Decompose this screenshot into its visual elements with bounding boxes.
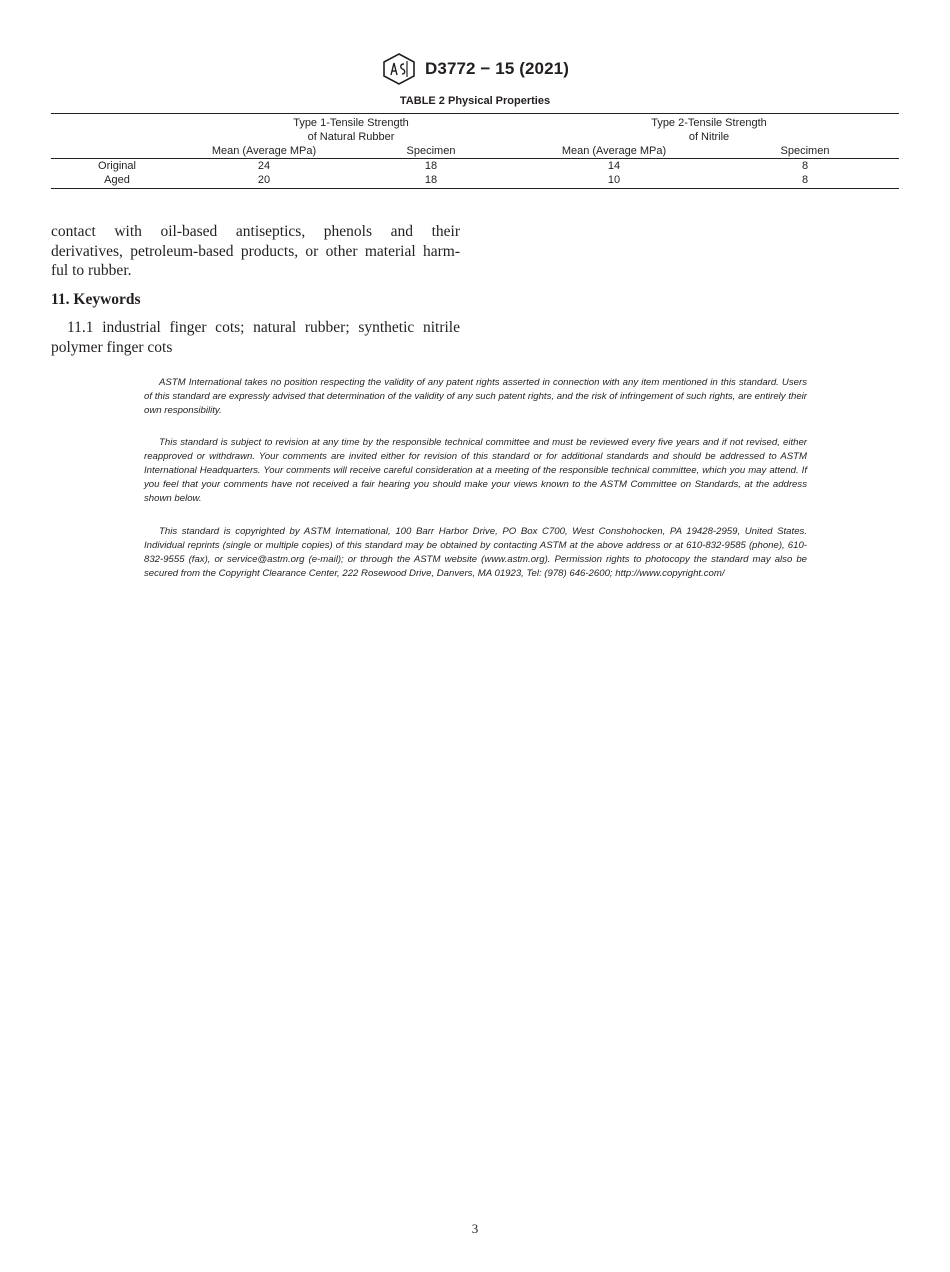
group-header-type2-line2: of Nitrile (688, 131, 730, 143)
text-line: contact with oil-based antiseptics, phenols and their (51, 223, 460, 240)
page-header (0, 52, 950, 86)
table-title: TABLE 2 Physical Properties (399, 95, 551, 107)
group-header-type2-line1: Type 2-Tensile Strength (651, 117, 767, 129)
text-line: 11.1 industrial finger cots; natural rubber; synthetic nitrile (67, 319, 460, 336)
column-header: Mean (Average MPa) (561, 145, 667, 157)
physical-properties-table (51, 113, 899, 189)
table-cell: Original (98, 160, 136, 172)
table-column-header-row (51, 144, 899, 158)
column-header: Mean (Average MPa) (211, 145, 317, 157)
table-cell: 24 (257, 160, 271, 172)
group-header-type1-line2: of Natural Rubber (307, 131, 395, 143)
text-line: ful to rubber. (51, 262, 132, 279)
section-heading-keywords: 11. Keywords (51, 291, 141, 308)
table-cell: 20 (257, 174, 271, 186)
notice-text: This standard is subject to revision at any time by the responsible technical committee and must be reviewed every five years and if not revised, either reapproved or withdrawn. Your comments are invited either for revision of this standard or for additional standards and should be addressed to ASTM International Headquarters. Your comments will receive careful consideration at a meeting of the responsible technical committee, which you may attend. If you feel that your comments have not received a fair hearing you should make your views known to the ASTM Committee on Standards, at the address shown below. (144, 437, 807, 504)
copyright-notice (144, 525, 807, 581)
table-bottom-rule (51, 188, 899, 189)
table-top-rule (51, 113, 899, 114)
continuation-paragraph (51, 222, 460, 281)
astm-logo-icon (381, 53, 417, 85)
keywords-paragraph (51, 318, 460, 357)
table-cell: 14 (607, 160, 621, 172)
table-cell: Aged (104, 174, 130, 186)
table-cell: 18 (424, 174, 438, 186)
column-header: Specimen (406, 145, 456, 157)
group-header-type1-line1: Type 1-Tensile Strength (293, 117, 409, 129)
revision-notice (144, 436, 807, 506)
table-row (51, 173, 899, 187)
column-header: Specimen (780, 145, 830, 157)
notice-text: This standard is copyrighted by ASTM International, 100 Barr Harbor Drive, PO Box C700, West Conshohocken, PA 19428-2959, United States. Individual reprints (single or multiple copies) of this standard may be obtained by contacting ASTM at the above address or at 610-832-9585 (phone), 610-832-9555 (fax), or service@astm.org (e-mail); or through the ASTM website (www.astm.org). Permission rights to photocopy the standard may also be secured from the Copyright Clearance Center, 222 Rosewood Drive, Danvers, MA 01923, Tel: (978) 646-2600; http://www.copyright.com/ (144, 526, 807, 579)
table-cell: 10 (607, 174, 621, 186)
table-cell: 18 (424, 160, 438, 172)
document-designation: D3772 − 15 (2021) (425, 59, 569, 78)
page-number: 3 (471, 1221, 479, 1236)
text-line: derivatives, petroleum-based products, or other material harm- (51, 242, 460, 260)
notice-text: ASTM International takes no position respecting the validity of any patent rights asserted in connection with any item mentioned in this standard. Users of this standard are expressly advised that determination of the validity of any such patent rights, and the risk of infringement of such rights, are entirely their own responsibility. (144, 377, 807, 416)
table-row (51, 159, 899, 173)
text-line: polymer finger cots (51, 338, 173, 356)
patent-notice (144, 376, 807, 418)
table-group-header-row (51, 116, 899, 130)
table-cell: 8 (801, 174, 809, 186)
table-cell: 8 (801, 160, 809, 172)
table-group-header-row-2 (51, 130, 899, 144)
